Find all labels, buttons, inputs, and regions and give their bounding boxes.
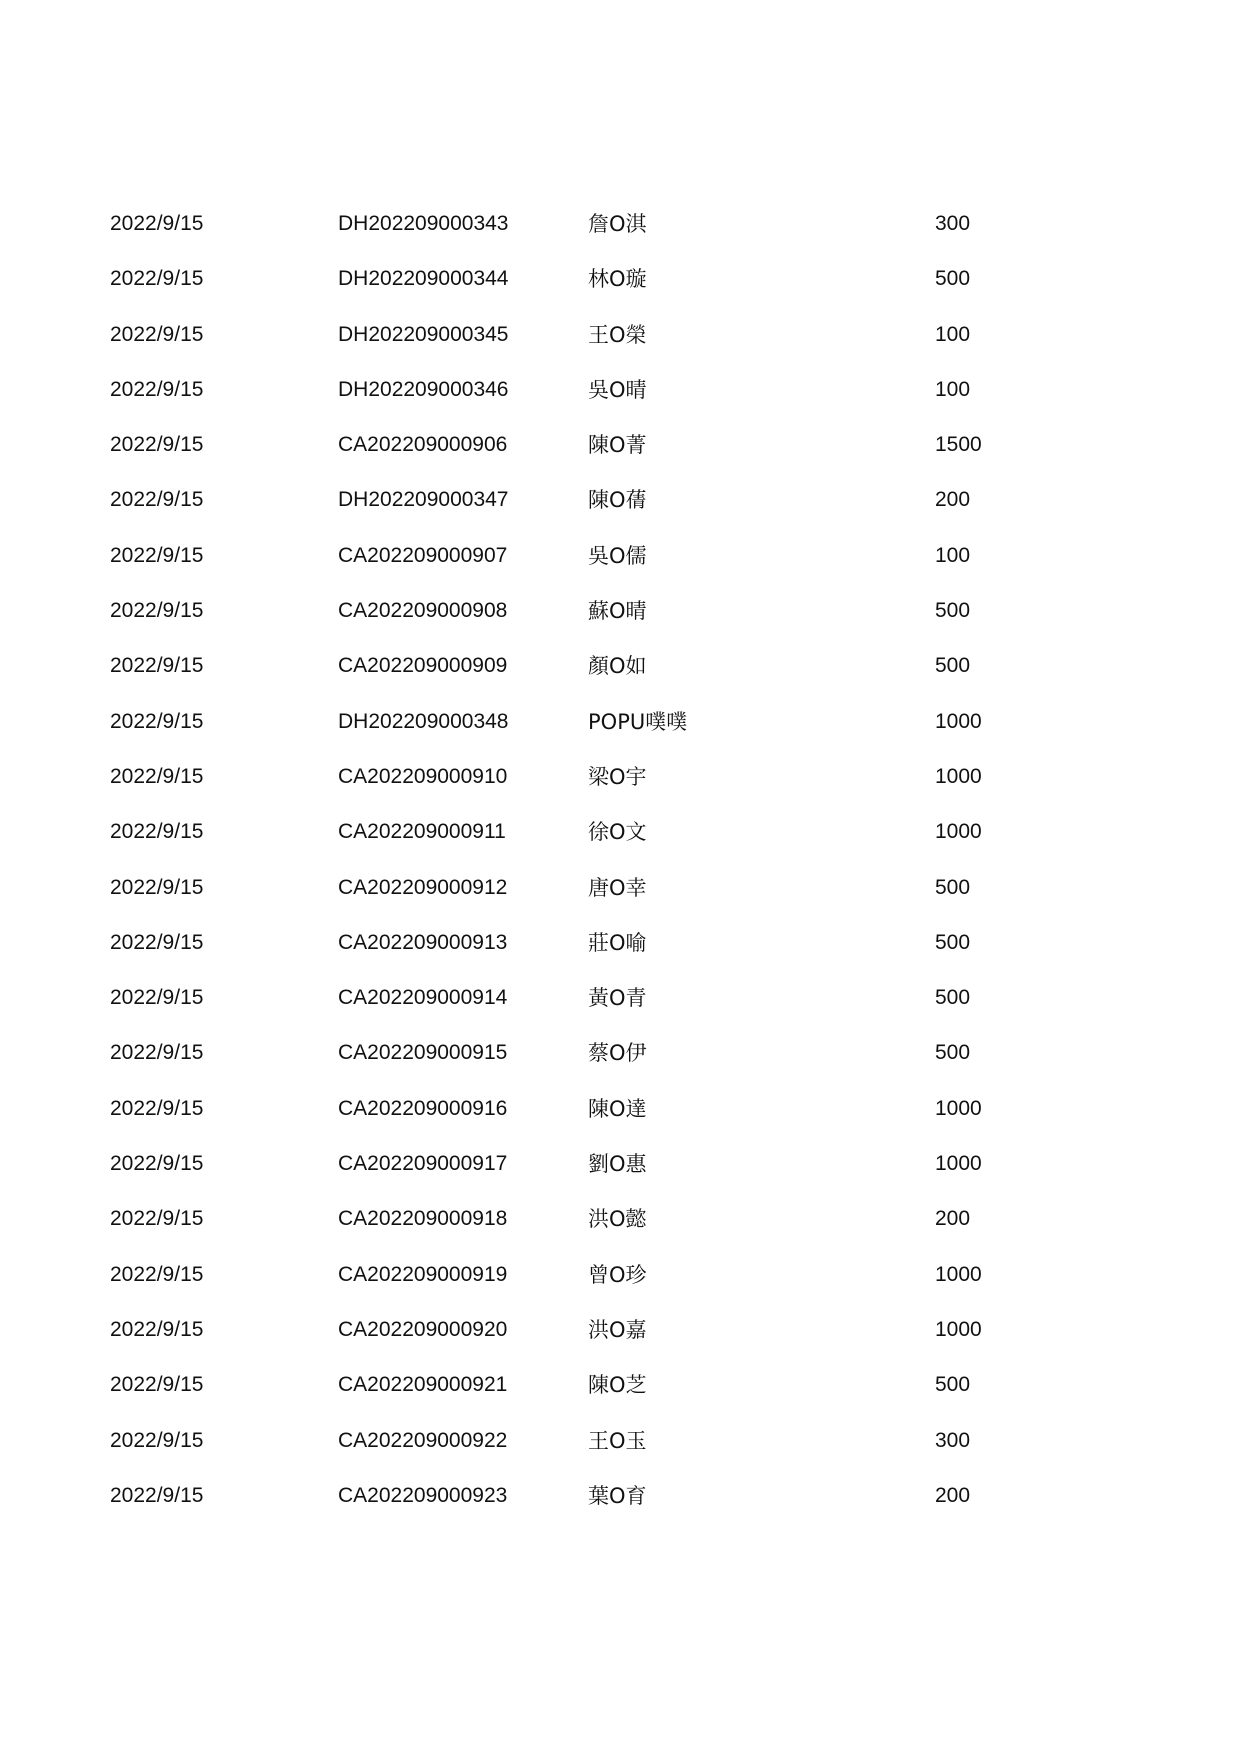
record-date: 2022/9/15 (110, 1262, 204, 1286)
record-id: CA202209000917 (338, 1152, 508, 1176)
record-date: 2022/9/15 (110, 875, 204, 899)
record-date: 2022/9/15 (110, 377, 204, 401)
record-id: CA202209000913 (338, 930, 508, 954)
record-name: 顏O如 (588, 654, 647, 679)
record-amount: 1000 (935, 1262, 982, 1286)
record-row (0, 708, 1240, 763)
record-amount: 1000 (935, 1317, 982, 1341)
record-amount: 500 (935, 875, 971, 899)
record-date: 2022/9/15 (110, 820, 204, 844)
record-row (0, 1261, 1240, 1316)
record-row (0, 1150, 1240, 1205)
record-id: CA202209000918 (338, 1207, 508, 1231)
record-row (0, 652, 1240, 707)
record-name: 洪O懿 (588, 1207, 647, 1232)
record-row (0, 486, 1240, 541)
record-id: DH202209000348 (338, 709, 509, 733)
record-id: CA202209000922 (338, 1428, 508, 1452)
record-id: DH202209000345 (338, 322, 509, 346)
record-row (0, 874, 1240, 929)
record-name: 葉O育 (588, 1483, 647, 1508)
record-date: 2022/9/15 (110, 930, 204, 954)
record-row (0, 1371, 1240, 1426)
record-id: DH202209000347 (338, 488, 509, 512)
record-amount: 1000 (935, 1152, 982, 1176)
record-row (0, 929, 1240, 984)
record-row (0, 818, 1240, 873)
record-row (0, 1482, 1240, 1537)
record-date: 2022/9/15 (110, 764, 204, 788)
record-name: 唐O幸 (588, 875, 647, 900)
record-date: 2022/9/15 (110, 709, 204, 733)
record-row (0, 984, 1240, 1039)
record-date: 2022/9/15 (110, 1317, 204, 1341)
record-date: 2022/9/15 (110, 433, 204, 457)
record-id: CA202209000914 (338, 986, 508, 1010)
record-amount: 200 (935, 488, 971, 512)
record-name: 吳O儒 (588, 543, 647, 568)
record-name: 林O璇 (588, 267, 647, 292)
record-name: 王O玉 (588, 1428, 647, 1453)
record-id: DH202209000343 (338, 212, 509, 235)
record-amount: 1000 (935, 1096, 982, 1120)
record-date: 2022/9/15 (110, 1483, 204, 1507)
record-name: 陳O菁 (588, 433, 647, 458)
record-name: 陳O芝 (588, 1373, 647, 1398)
record-row (0, 1316, 1240, 1371)
record-id: DH202209000346 (338, 377, 509, 401)
record-row (0, 1095, 1240, 1150)
record-id: CA202209000908 (338, 599, 508, 623)
record-date: 2022/9/15 (110, 654, 204, 678)
record-amount: 500 (935, 930, 971, 954)
record-name: 梁O宇 (588, 764, 647, 789)
record-name: 詹O淇 (588, 212, 647, 236)
record-amount: 300 (935, 212, 971, 235)
record-id: CA202209000919 (338, 1262, 508, 1286)
record-date: 2022/9/15 (110, 322, 204, 346)
record-date: 2022/9/15 (110, 1041, 204, 1065)
record-name: 蔡O伊 (588, 1041, 647, 1066)
record-date: 2022/9/15 (110, 1428, 204, 1452)
record-row (0, 542, 1240, 597)
record-amount: 500 (935, 599, 971, 623)
record-date: 2022/9/15 (110, 1152, 204, 1176)
record-row (0, 210, 1240, 265)
record-date: 2022/9/15 (110, 1373, 204, 1397)
record-id: CA202209000920 (338, 1317, 508, 1341)
record-amount: 1500 (935, 433, 982, 457)
record-id: CA202209000915 (338, 1041, 508, 1065)
record-row (0, 1039, 1240, 1094)
record-date: 2022/9/15 (110, 212, 204, 235)
record-row (0, 597, 1240, 652)
record-row (0, 376, 1240, 431)
record-id: CA202209000906 (338, 433, 508, 457)
record-amount: 100 (935, 377, 971, 401)
record-id: CA202209000921 (338, 1373, 508, 1397)
record-row (0, 763, 1240, 818)
record-name: 曾O珍 (588, 1262, 647, 1287)
record-id: DH202209000344 (338, 267, 509, 291)
record-name: 黃O青 (588, 986, 647, 1011)
record-row (0, 321, 1240, 376)
record-amount: 100 (935, 543, 971, 567)
record-id: CA202209000923 (338, 1483, 508, 1507)
record-amount: 1000 (935, 820, 982, 844)
record-amount: 1000 (935, 764, 982, 788)
record-name: 蘇O晴 (588, 599, 647, 624)
record-name: 莊O喻 (588, 930, 647, 955)
record-id: CA202209000916 (338, 1096, 508, 1120)
record-date: 2022/9/15 (110, 267, 204, 291)
record-name: 洪O嘉 (588, 1317, 647, 1342)
record-id: CA202209000911 (338, 820, 506, 844)
record-amount: 200 (935, 1207, 971, 1231)
record-amount: 500 (935, 1041, 971, 1065)
record-name: 劉O惠 (588, 1152, 647, 1177)
record-name: 吳O晴 (588, 377, 647, 402)
record-id: CA202209000909 (338, 654, 508, 678)
record-row (0, 431, 1240, 486)
record-amount: 200 (935, 1483, 971, 1507)
record-row (0, 1427, 1240, 1482)
record-name: 徐O文 (588, 820, 647, 845)
record-name: 陳O達 (588, 1096, 647, 1121)
record-date: 2022/9/15 (110, 488, 204, 512)
record-name: 王O榮 (588, 322, 647, 347)
record-amount: 1000 (935, 709, 982, 733)
record-name: 陳O蒨 (588, 488, 647, 513)
record-amount: 300 (935, 1428, 971, 1452)
record-row (0, 265, 1240, 320)
record-date: 2022/9/15 (110, 1207, 204, 1231)
record-id: CA202209000912 (338, 875, 508, 899)
record-date: 2022/9/15 (110, 599, 204, 623)
record-amount: 500 (935, 654, 971, 678)
record-amount: 500 (935, 1373, 971, 1397)
donation-records-list (0, 210, 1240, 1537)
record-amount: 500 (935, 267, 971, 291)
record-id: CA202209000907 (338, 543, 508, 567)
record-name: POPU噗噗 (588, 709, 688, 734)
record-date: 2022/9/15 (110, 543, 204, 567)
record-id: CA202209000910 (338, 764, 508, 788)
record-amount: 500 (935, 986, 971, 1010)
record-amount: 100 (935, 322, 971, 346)
record-date: 2022/9/15 (110, 986, 204, 1010)
record-date: 2022/9/15 (110, 1096, 204, 1120)
record-row (0, 1205, 1240, 1260)
